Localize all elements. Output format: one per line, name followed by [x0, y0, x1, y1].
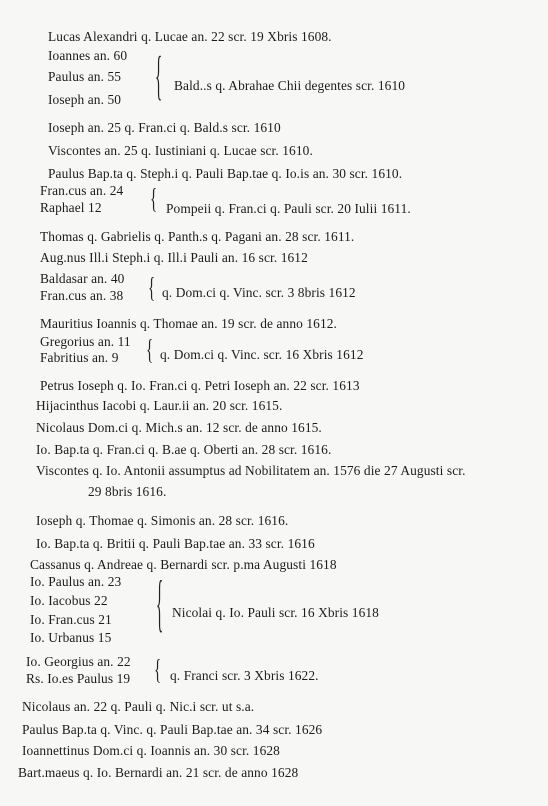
entry-line: Viscontes an. 25 q. Iustiniani q. Lucae scr. 1610.: [48, 143, 313, 158]
entry-line: Paulus Bap.ta q. Steph.i q. Pauli Bap.tae q. Io.is an. 30 scr. 1610.: [48, 166, 403, 181]
entry-line: Nicolaus Dom.ci q. Mich.s an. 12 scr. de anno 1615.: [36, 420, 322, 435]
grouping-brace: {: [150, 185, 158, 216]
entry-line: Thomas q. Gabrielis q. Panth.s q. Pagani an. 28 scr. 1611.: [40, 229, 355, 244]
entry-line: q. Franci scr. 3 Xbris 1622.: [170, 668, 319, 683]
entry-line: Ioannes an. 60: [48, 48, 128, 63]
entry-line: Io. Iacobus 22: [30, 593, 108, 608]
entry-line: Viscontes q. Io. Antonii assumptus ad Nobilitatem an. 1576 die 27 Augusti scr.: [36, 463, 466, 478]
entry-line: 29 8bris 1616.: [88, 484, 167, 499]
entry-line: Io. Bap.ta q. Fran.ci q. B.ae q. Oberti an. 28 scr. 1616.: [36, 442, 332, 457]
entry-line: Paulus an. 55: [48, 69, 122, 84]
entry-line: Ioannettinus Dom.ci q. Ioannis an. 30 scr. 1628: [22, 743, 280, 758]
grouping-brace: {: [148, 274, 156, 305]
entry-line: Mauritius Ioannis q. Thomae an. 19 scr. de anno 1612.: [40, 316, 337, 331]
entry-line: Io. Fran.cus 21: [30, 612, 112, 627]
entry-line: Paulus Bap.ta q. Vinc. q. Pauli Bap.tae an. 34 scr. 1626: [22, 722, 323, 737]
entry-line: Lucas Alexandri q. Lucae an. 22 scr. 19 Xbris 1608.: [48, 29, 332, 44]
grouping-brace: {: [146, 336, 154, 367]
entry-line: Bald..s q. Abrahae Chii degentes scr. 1610: [174, 78, 406, 93]
entry-line: Raphael 12: [40, 200, 102, 215]
entry-line: Io. Bap.ta q. Britii q. Pauli Bap.tae an. 33 scr. 1616: [36, 536, 315, 551]
grouping-brace: {: [155, 50, 163, 108]
entry-line: Nicolaus an. 22 q. Pauli q. Nic.i scr. ut s.a.: [22, 699, 255, 714]
entry-line: Nicolai q. Io. Pauli scr. 16 Xbris 1618: [172, 605, 379, 620]
entry-line: Gregorius an. 11: [40, 334, 131, 349]
entry-line: Io. Georgius an. 22: [26, 654, 131, 669]
entry-line: q. Dom.ci q. Vinc. scr. 16 Xbris 1612: [160, 347, 364, 362]
entry-line: q. Dom.ci q. Vinc. scr. 3 8bris 1612: [162, 285, 356, 300]
entry-line: Baldasar an. 40: [40, 271, 125, 286]
entry-line: Io. Urbanus 15: [30, 630, 112, 645]
entry-line: Fran.cus an. 24: [40, 183, 124, 198]
entry-line: Io. Paulus an. 23: [30, 574, 122, 589]
entry-line: Bart.maeus q. Io. Bernardi an. 21 scr. de anno 1628: [18, 765, 299, 780]
entry-line: Ioseph an. 50: [48, 92, 122, 107]
entry-line: Fabritius an. 9: [40, 350, 119, 365]
entry-line: Fran.cus an. 38: [40, 288, 124, 303]
entry-line: Rs. Io.es Paulus 19: [26, 671, 131, 686]
entry-line: Petrus Ioseph q. Io. Fran.ci q. Petri Ioseph an. 22 scr. 1613: [40, 378, 360, 393]
entry-line: Cassanus q. Andreae q. Bernardi scr. p.ma Augusti 1618: [30, 557, 337, 572]
grouping-brace: {: [156, 573, 164, 641]
entry-line: Hijacinthus Iacobi q. Laur.ii an. 20 scr. 1615.: [36, 398, 283, 413]
entry-line: Pompeii q. Fran.ci q. Pauli scr. 20 Iulii 1611.: [166, 201, 411, 216]
grouping-brace: {: [154, 656, 162, 687]
entry-line: Ioseph an. 25 q. Fran.ci q. Bald.s scr. 1610: [48, 120, 281, 135]
entry-line: Aug.nus Ill.i Steph.i q. Ill.i Pauli an. 16 scr. 1612: [40, 250, 308, 265]
entry-line: Ioseph q. Thomae q. Simonis an. 28 scr. 1616.: [36, 513, 289, 528]
